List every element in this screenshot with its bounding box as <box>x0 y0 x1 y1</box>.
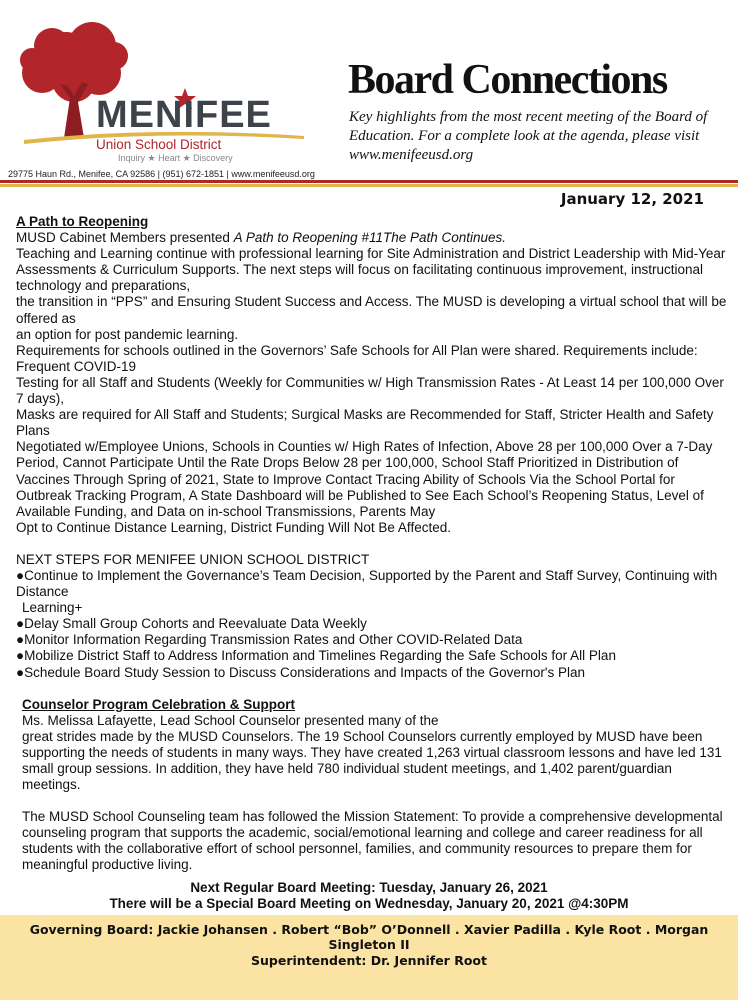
superintendent-name: Superintendent: Dr. Jennifer Root <box>251 953 487 968</box>
newsletter-tagline: Key highlights from the most recent meeting of the Board of Education. For a complete look at the agenda, please visit www.menifeeusd.org <box>349 109 708 163</box>
newsletter-body <box>16 214 730 874</box>
special-meeting-notice: There will be a Special Board Meeting on Wednesday, January 20, 2021 @4:30PM <box>109 896 629 911</box>
counselor-paragraph: Ms. Melissa Lafayette, Lead School Counselor presented many of the <box>22 712 439 728</box>
spacer <box>16 793 730 809</box>
next-step-item: ●Mobilize District Staff to Address Information and Timelines Regarding the Safe Schools for All Plan <box>16 648 616 664</box>
section-heading-reopening: A Path to Reopening <box>16 214 149 229</box>
contact-info: 29775 Haun Rd., Menifee, CA 92586 | (951) 672-1851 | www.menifeeusd.org <box>8 169 315 179</box>
next-step-item: ●Continue to Implement the Governance’s Team Decision, Supported by the Parent and Staff Survey, Continuing with Distance <box>16 567 718 600</box>
next-step-item: ●Monitor Information Regarding Transmission Rates and Other COVID-Related Data <box>16 632 523 648</box>
spacer <box>16 536 730 552</box>
reopening-paragraph: Masks are required for All Staff and Students; Surgical Masks are Recommended for Staff, Stricter Health and Safety Plans <box>16 407 714 439</box>
counselor-paragraph: great strides made by the MUSD Counselors. The 19 School Counselors currently employed by MUSD have been supporting the needs of students in many ways. They have created 1,263 virtual classroom lessons and have led 131 small group sessions. In addition, they have held 780 individual student meetings, and 1,402 parent/guardian meetings. <box>22 728 722 793</box>
next-step-item: Learning+ <box>22 600 83 616</box>
counselor-mission: The MUSD School Counseling team has followed the Mission Statement: To provide a comprehensive developmental counseling program that supports the academic, social/emotional learning and college and career readiness for all students with the collaborative effort of school personnel, families, and community resources to prepare them for meaningful productive living. <box>22 809 723 873</box>
section-heading-next-steps: NEXT STEPS FOR MENIFEE UNION SCHOOL DISTRICT <box>16 551 370 567</box>
meeting-announcements <box>0 880 738 912</box>
reopening-paragraph: Negotiated w/Employee Unions, Schools in Counties w/ High Rates of Infection, Above 28 per 100,000 Over a 7-Day Period, Cannot Participate Until the Rate Drops Below 28 per 100,000, School Staff Prioritized in Distribution of Vaccines Through Spring of 2021, State to Improve Contact Tracing Ability of Schools Via the School Portal for Outbreak Tracking Program, A State Dashboard will be Published to See Each School’s Reopening Status, Level of Available Funding, and Data on in-school Transmissions, Parents May <box>16 439 713 519</box>
district-name: MENIFEE <box>96 94 272 136</box>
governing-board-banner <box>0 915 738 1000</box>
district-subtitle: Union School District <box>96 137 222 152</box>
reopening-intro <box>16 230 730 246</box>
next-step-item: ●Delay Small Group Cohorts and Reevaluate Data Weekly <box>16 616 367 632</box>
reopening-paragraph: Teaching and Learning continue with professional learning for Site Administration and District Leadership with Mid-Year Assessments & Curriculum Supports. The next steps will focus on facilitating continuous improvement, instructional technology and preparations, <box>16 246 726 294</box>
reopening-plan-title: A Path to Reopening #11The Path Continues. <box>233 230 507 246</box>
next-meeting-notice: Next Regular Board Meeting: Tuesday, January 26, 2021 <box>190 880 548 895</box>
reopening-intro-prefix: MUSD Cabinet Members presented <box>16 230 234 246</box>
newsletter-header <box>0 0 738 190</box>
reopening-paragraph: an option for post pandemic learning. <box>16 326 239 342</box>
district-motto: Inquiry ★ Heart ★ Discovery <box>118 153 233 163</box>
newsletter-title: Board Connections <box>348 57 667 103</box>
reopening-paragraph: the transition in “PPS” and Ensuring Student Success and Access. The MUSD is developing a virtual school that will be offered as <box>16 294 727 326</box>
next-step-item: ●Schedule Board Study Session to Discuss Considerations and Impacts of the Governor's Plan <box>16 664 586 680</box>
reopening-paragraph: Opt to Continue Distance Learning, District Funding Will Not Be Affected. <box>16 519 451 535</box>
header-red-divider <box>0 180 738 183</box>
reopening-paragraph: Testing for all Staff and Students (Weekly for Communities w/ High Transmission Rates - At Least 14 per 100,000 Over 7 days), <box>16 374 724 407</box>
reopening-paragraph: Frequent COVID-19 <box>16 358 137 374</box>
governing-board-members: Governing Board: Jackie Johansen . Robert “Bob” O’Donnell . Xavier Padilla . Kyle Root . Morgan Singleton II <box>29 922 709 952</box>
meeting-date: January 12, 2021 <box>560 190 704 208</box>
reopening-paragraph: Requirements for schools outlined in the Governors’ Safe Schools for All Plan were shared. Requirements include: <box>16 342 698 358</box>
section-heading-counselor: Counselor Program Celebration & Support <box>22 696 296 712</box>
spacer <box>16 681 730 697</box>
header-gold-divider <box>0 184 738 187</box>
